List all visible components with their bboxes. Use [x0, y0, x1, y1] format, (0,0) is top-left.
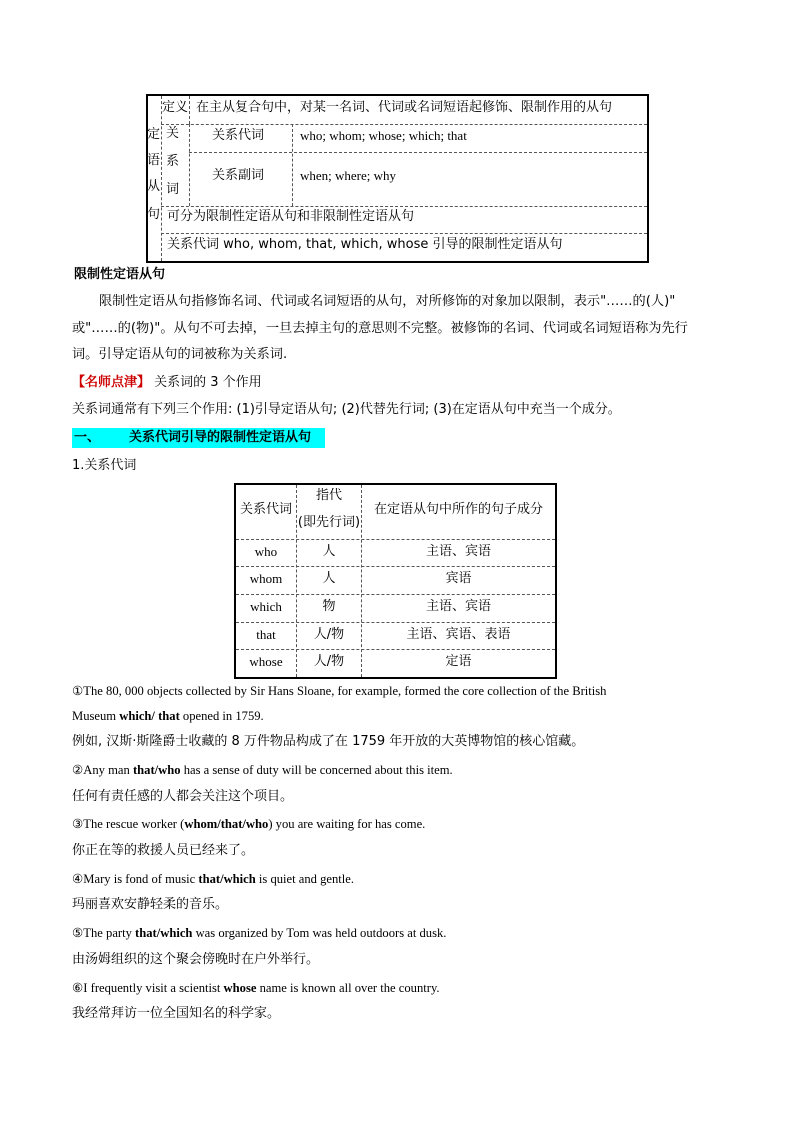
example-2-en — [72, 761, 453, 779]
table-border-bottom — [234, 677, 557, 679]
example-text: ③The rescue worker ( — [72, 817, 185, 831]
divider — [161, 206, 647, 207]
table-cell: 宾语 — [445, 571, 472, 586]
header-function: 在定语从句中所作的句子成分 — [373, 502, 543, 517]
example-relative-word: that/which — [135, 926, 193, 940]
table-cell: 人 — [322, 571, 336, 586]
row-label-char: 语 — [147, 153, 161, 168]
table-cell: 人/物 — [313, 627, 345, 642]
table-cell: whose — [249, 654, 283, 669]
intro-line-3: 词。引导定语从句的词被称为关系词. — [72, 347, 288, 362]
relative-label-char: 词 — [166, 182, 180, 197]
table-cell: 主语、宾语、表语 — [406, 627, 511, 642]
table-cell: which — [250, 599, 282, 614]
example-4-en — [72, 870, 354, 888]
table-border-top — [234, 483, 557, 485]
example-text: is quiet and gentle. — [255, 872, 355, 886]
divider — [236, 594, 555, 595]
example-1-en-line-1: ①The 80, 000 objects collected by Sir Hans Sloane, for example, formed the core collection of the British — [72, 684, 607, 698]
tip-label: 【名师点津】 — [72, 375, 151, 390]
table-cell: 物 — [322, 599, 336, 614]
table-cell: 人/物 — [313, 654, 345, 669]
adverb-label: 关系副词 — [212, 168, 265, 183]
relative-label-char: 关 — [166, 126, 180, 141]
header-refers: 指代 — [315, 488, 342, 503]
tip-line — [72, 374, 262, 392]
definition-table — [146, 94, 649, 263]
table-cell: who — [254, 544, 278, 559]
example-relative-word: that/who — [132, 763, 181, 777]
table-border-top — [146, 94, 649, 96]
divider — [236, 649, 555, 650]
divider — [236, 539, 555, 540]
example-text: has a sense of duty will be concerned about this item. — [180, 763, 453, 777]
example-text: Museum — [72, 709, 120, 723]
classification-text: 可分为限制性定语从句和非限制性定语从句 — [167, 209, 415, 224]
highlight-heading — [72, 428, 325, 448]
definition-text: 在主从复合句中，对某一名词、代词或名词短语起修饰、限制作用的从句 — [196, 100, 613, 115]
tip-title: 关系词的 3 个作用 — [150, 375, 262, 390]
row-label-char: 从 — [147, 179, 161, 194]
relative-label-char: 系 — [166, 154, 180, 169]
divider — [236, 622, 555, 623]
header-antecedent: (即先行词) — [297, 515, 361, 530]
divider — [189, 152, 647, 153]
adverb-values: when; where; why — [300, 168, 397, 183]
example-text: ) you are waiting for has come. — [268, 817, 426, 831]
heading-number: 一、 — [74, 430, 101, 445]
table-cell: 定语 — [445, 654, 472, 669]
example-2-cn: 任何有责任感的人都会关注这个项目。 — [72, 789, 294, 804]
intro-line-2: 或"……的(物)"。从句不可去掉，一旦去掉主句的意思则不完整。被修饰的名词、代词或名词短语称为先行 — [72, 321, 688, 336]
divider — [161, 96, 162, 261]
section-title: 限制性定语从句 — [74, 267, 166, 282]
example-6-cn: 我经常拜访一位全国知名的科学家。 — [72, 1006, 281, 1021]
example-4-cn: 玛丽喜欢安静轻柔的音乐。 — [72, 897, 229, 912]
divider — [189, 96, 190, 124]
example-3-cn: 你正在等的救援人员已经来了。 — [72, 843, 255, 858]
table-cell: 主语、宾语 — [425, 544, 491, 559]
example-relative-word: that/which — [198, 872, 256, 886]
functions-line: 关系词通常有下列三个作用: (1)引导定语从句; (2)代替先行词; (3)在定语从句中充当一个成分。 — [72, 402, 621, 417]
table-border-right — [647, 94, 649, 263]
example-text: ⑤The party — [72, 926, 136, 940]
divider — [236, 566, 555, 567]
table-cell: 主语、宾语 — [425, 599, 491, 614]
example-1-cn: 例如, 汉斯·斯隆爵士收藏的 8 万件物品构成了在 1759 年开放的大英博物馆的核心馆藏。 — [72, 734, 585, 749]
example-3-en — [72, 815, 425, 833]
example-text: ②Any man — [72, 763, 133, 777]
divider — [292, 124, 293, 206]
example-5-cn: 由汤姆组织的这个聚会傍晚时在户外举行。 — [72, 952, 320, 967]
example-text: opened in 1759. — [179, 709, 264, 723]
intro-line: 关系代词 who, whom, that, which, whose 引导的限制性定语从句 — [167, 237, 563, 252]
divider — [189, 124, 190, 206]
table-border-right — [555, 483, 557, 679]
example-text: ④Mary is fond of music — [72, 872, 199, 886]
definition-label: 定义 — [162, 100, 189, 115]
example-text: name is known all over the country. — [256, 981, 440, 995]
pronoun-label: 关系代词 — [212, 128, 265, 143]
intro-line-1: 限制性定语从句指修饰名词、代词或名词短语的从句，对所修饰的对象加以限制，表示"……的(人)" — [99, 294, 676, 309]
divider — [161, 233, 647, 234]
example-6-en — [72, 979, 440, 997]
table-cell: whom — [249, 571, 283, 586]
example-text: ⑥I frequently visit a scientist — [72, 981, 224, 995]
divider — [161, 124, 647, 125]
example-relative-word: which/ that — [119, 709, 180, 723]
header-pronoun: 关系代词 — [239, 502, 292, 517]
table-border-bottom — [146, 261, 649, 263]
example-5-en — [72, 924, 446, 942]
example-1-en-line-2 — [72, 707, 264, 725]
row-label-char: 句 — [147, 207, 161, 222]
table-cell: 人 — [322, 544, 336, 559]
heading-text: 关系代词引导的限制性定语从句 — [129, 430, 312, 445]
pronoun-values: who; whom; whose; which; that — [300, 128, 467, 143]
subheading: 1.关系代词 — [72, 458, 137, 473]
example-relative-word: whose — [223, 981, 257, 995]
example-relative-word: whom/that/who — [184, 817, 269, 831]
pronoun-table — [234, 483, 557, 679]
row-label-char: 定 — [147, 127, 161, 142]
example-text: was organized by Tom was held outdoors at dusk. — [192, 926, 447, 940]
table-cell: that — [256, 627, 276, 642]
